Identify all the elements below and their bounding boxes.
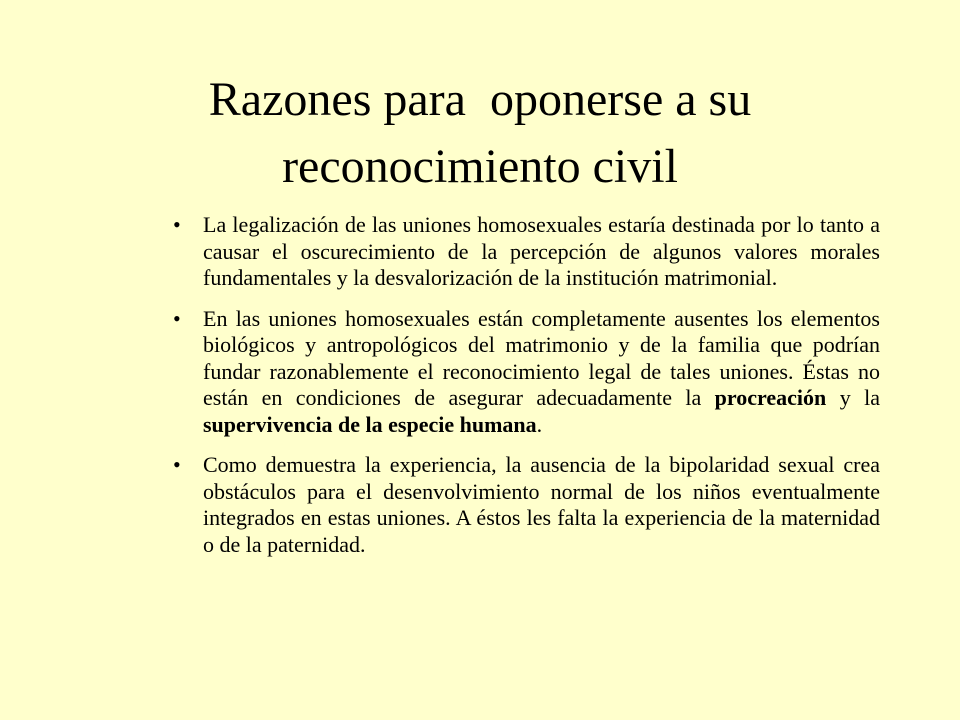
bullet-marker: • bbox=[173, 305, 181, 331]
bullet-item-uniones bbox=[170, 306, 880, 439]
bullet-text: Como demuestra la experiencia, la ausencia de la bipolaridad sexual crea obstáculos para el desenvolvimiento normal de los niños eventualmente integrados en estas uniones. A éstos les falta la experiencia de la maternidad o de la paternidad. bbox=[203, 452, 880, 557]
bullet-list bbox=[170, 212, 880, 572]
bullet-text-part: En las uniones homosexuales están completamente ausentes los elementos biológicos y antropológicos del matrimonio y de la familia que podrían fundar razonablemente el reconocimiento legal de tales uniones. Éstas no están en condiciones de asegurar adecuadamente la bbox=[203, 305, 880, 410]
bullet-text-part: y la bbox=[826, 385, 880, 410]
bold-term-procreacion: procreación bbox=[714, 385, 827, 410]
title-line-1: Razones para oponerse a su bbox=[208, 73, 752, 126]
slide-title bbox=[60, 66, 900, 200]
bullet-marker: • bbox=[173, 212, 181, 237]
bold-term-supervivencia: supervivencia de la especie humana bbox=[203, 411, 537, 437]
bullet-item-legalizacion bbox=[170, 212, 880, 292]
bullet-marker: • bbox=[173, 452, 181, 477]
bullet-item-experiencia bbox=[170, 452, 880, 558]
bullet-text bbox=[203, 306, 880, 437]
bullet-text-part: . bbox=[536, 411, 543, 437]
bullet-text: La legalización de las uniones homosexuales estaría destinada por lo tanto a causar el oscurecimiento de la percepción de algunos valores morales fundamentales y la desvalorización de la institución matrimonial. bbox=[203, 212, 880, 290]
title-line-2: reconocimiento civil bbox=[282, 140, 678, 193]
